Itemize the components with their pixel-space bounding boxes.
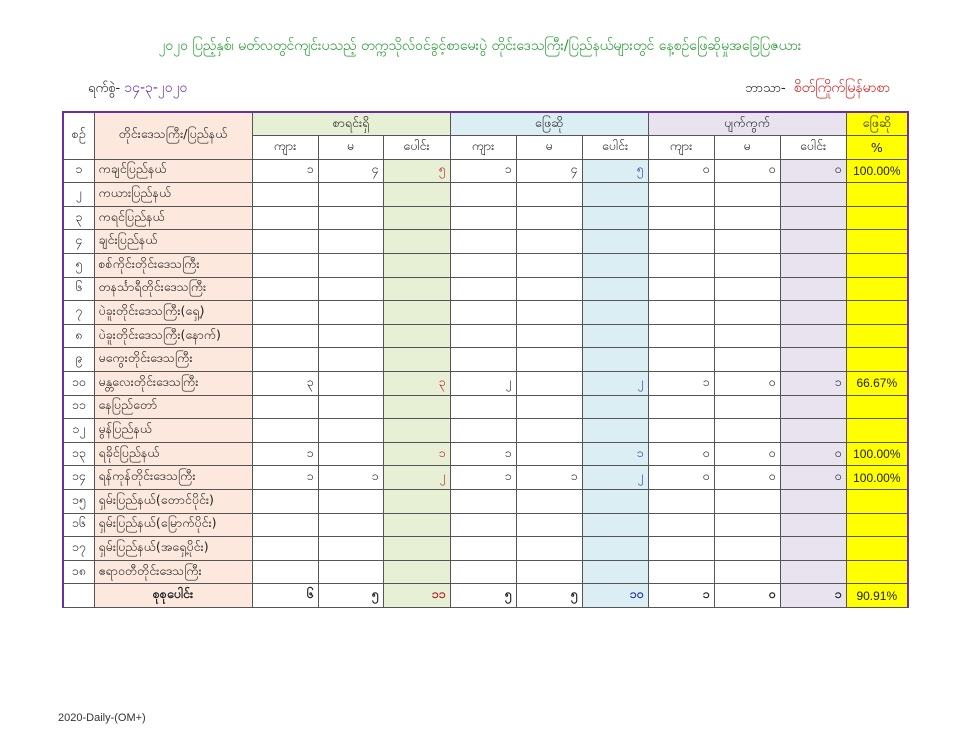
region-cell: ချင်းပြည်နယ် (94, 230, 252, 254)
region-cell: မန္တလေးတိုင်းဒေသကြီး (94, 372, 252, 396)
count-cell-a-t (780, 206, 846, 230)
count-cell-r-t (383, 230, 450, 254)
rate-cell (846, 206, 908, 230)
count-cell-r-t (383, 206, 450, 230)
table-row (63, 513, 908, 537)
count-cell-s-m (450, 254, 516, 278)
count-cell-s-f (516, 442, 582, 466)
count-cell-s-f: ၁ (516, 466, 582, 490)
count-cell-a-f: ၀ (714, 584, 780, 608)
rate-cell (846, 183, 908, 207)
count-cell-a-f: ၀ (714, 159, 780, 183)
count-cell-s-t (582, 395, 648, 419)
table-row (63, 301, 908, 325)
count-cell-s-m (450, 301, 516, 325)
count-cell-r-f: ၄ (318, 159, 383, 183)
count-cell-a-f (714, 301, 780, 325)
count-cell-r-t (383, 537, 450, 561)
count-cell-a-t: ၀ (780, 442, 846, 466)
count-cell-s-t (582, 183, 648, 207)
count-cell-s-m (450, 324, 516, 348)
region-cell: ရှမ်းပြည်နယ်(အရှေ့ပိုင်း) (94, 537, 252, 561)
sn-cell: ၆ (63, 277, 94, 301)
count-cell-r-f (318, 230, 383, 254)
rate-cell (846, 254, 908, 278)
count-cell-r-f (318, 254, 383, 278)
table-row (63, 254, 908, 278)
count-cell-a-f (714, 537, 780, 561)
count-cell-a-t: ၁ (780, 372, 846, 396)
count-cell-s-m (450, 206, 516, 230)
count-cell-s-t (582, 230, 648, 254)
sn-cell: ၁၁ (63, 395, 94, 419)
count-cell-s-m (450, 419, 516, 443)
date-value: ၁၄-၃-၂၀၂၀ (124, 80, 188, 96)
sat-female-header: မ (516, 136, 582, 160)
rate-cell (846, 230, 908, 254)
count-cell-s-t (582, 324, 648, 348)
count-cell-s-f (516, 277, 582, 301)
page-title: ၂၀၂၀ ပြည့်နှစ်၊ မတ်လတွင်ကျင်းပသည့် တက္ကသိုလ်ဝင်ခွင့်စာမေးပွဲ တိုင်းဒေသကြီး/ပြည်နယ်များတွင် နေ့စဉ်ဖြေဆိုမှုအခြေပြဇယား (158, 38, 802, 54)
sn-cell: ၁၈ (63, 560, 94, 584)
count-cell-a-t (780, 348, 846, 372)
table-row (63, 206, 908, 230)
count-cell-s-f (516, 230, 582, 254)
count-cell-r-m (252, 537, 318, 561)
count-cell-a-f (714, 277, 780, 301)
sn-cell: ၁၃ (63, 442, 94, 466)
count-cell-a-f: ၀ (714, 466, 780, 490)
absent-male-header: ကျား (648, 136, 714, 160)
count-cell-s-f (516, 513, 582, 537)
count-cell-r-t (383, 419, 450, 443)
count-cell-r-f: ၁ (318, 466, 383, 490)
count-cell-a-m (648, 513, 714, 537)
count-cell-a-m: ၁ (648, 584, 714, 608)
count-cell-s-f (516, 254, 582, 278)
count-cell-a-f (714, 206, 780, 230)
count-cell-r-m (252, 348, 318, 372)
count-cell-s-f (516, 560, 582, 584)
count-cell-s-f (516, 324, 582, 348)
count-cell-r-m (252, 560, 318, 584)
region-cell: ရန်ကုန်တိုင်းဒေသကြီး (94, 466, 252, 490)
count-cell-s-m (450, 513, 516, 537)
subject-line (745, 78, 890, 99)
rate-cell (846, 348, 908, 372)
rate-cell (846, 324, 908, 348)
count-cell-a-t (780, 230, 846, 254)
rate-cell: 100.00% (846, 466, 908, 490)
count-cell-a-m (648, 348, 714, 372)
count-cell-a-t (780, 537, 846, 561)
count-cell-a-m (648, 537, 714, 561)
sn-cell: ၁ (63, 159, 94, 183)
count-cell-a-f (714, 513, 780, 537)
count-cell-a-m: ၁ (648, 372, 714, 396)
count-cell-a-m (648, 419, 714, 443)
count-cell-a-t (780, 324, 846, 348)
date-line (88, 78, 187, 99)
count-cell-s-f (516, 490, 582, 514)
count-cell-s-t: ၂ (582, 372, 648, 396)
count-cell-s-f (516, 348, 582, 372)
count-cell-s-f (516, 206, 582, 230)
group-registered-header: စာရင်းရှိ (252, 112, 450, 136)
subject-label: ဘာသာ- (745, 81, 786, 96)
count-cell-r-m (252, 301, 318, 325)
footer-note: 2020-Daily-(OM+) (58, 712, 146, 724)
count-cell-s-m (450, 183, 516, 207)
region-cell: ကယားပြည်နယ် (94, 183, 252, 207)
table-row (63, 490, 908, 514)
count-cell-a-f (714, 324, 780, 348)
table-row (63, 183, 908, 207)
region-cell: တနင်္သာရီတိုင်းဒေသကြီး (94, 277, 252, 301)
count-cell-s-t (582, 513, 648, 537)
count-cell-s-m: ၂ (450, 372, 516, 396)
count-cell-r-m: ၁ (252, 466, 318, 490)
sn-cell: ၉ (63, 348, 94, 372)
total-label-cell: စုစုပေါင်း (94, 584, 252, 608)
count-cell-a-m (648, 254, 714, 278)
count-cell-s-m: ၁ (450, 159, 516, 183)
count-cell-a-m: ၀ (648, 159, 714, 183)
count-cell-a-m (648, 301, 714, 325)
count-cell-r-t (383, 324, 450, 348)
region-cell: စစ်ကိုင်းတိုင်းဒေသကြီး (94, 254, 252, 278)
count-cell-a-m (648, 206, 714, 230)
count-cell-r-t: ၅ (383, 159, 450, 183)
count-cell-s-t (582, 560, 648, 584)
count-cell-a-t (780, 301, 846, 325)
count-cell-a-t: ၀ (780, 466, 846, 490)
table-row (63, 537, 908, 561)
sn-cell: ၂ (63, 183, 94, 207)
count-cell-a-m (648, 183, 714, 207)
region-cell: ရှမ်းပြည်နယ်(တောင်ပိုင်း) (94, 490, 252, 514)
count-cell-a-m (648, 490, 714, 514)
count-cell-a-f (714, 254, 780, 278)
sn-cell: ၇ (63, 301, 94, 325)
region-cell: မကွေးတိုင်းဒေသကြီး (94, 348, 252, 372)
count-cell-r-m (252, 183, 318, 207)
count-cell-s-m (450, 537, 516, 561)
group-rate-header: ဖြေဆို (846, 112, 908, 136)
absent-total-header: ပေါင်း (780, 136, 846, 160)
count-cell-r-f (318, 513, 383, 537)
region-cell: ဧရာဝတီတိုင်းဒေသကြီး (94, 560, 252, 584)
count-cell-r-m (252, 277, 318, 301)
count-cell-s-f: ၄ (516, 159, 582, 183)
count-cell-a-f (714, 395, 780, 419)
count-cell-a-m (648, 277, 714, 301)
count-cell-r-t (383, 277, 450, 301)
count-cell-r-f (318, 206, 383, 230)
region-cell: ကရင်ပြည်နယ် (94, 206, 252, 230)
count-cell-a-t (780, 513, 846, 537)
count-cell-a-t (780, 490, 846, 514)
count-cell-r-m: ၆ (252, 584, 318, 608)
sn-cell: ၁၅ (63, 490, 94, 514)
rate-percent-header: % (846, 136, 908, 160)
subject-value: စိတ်ကြိုက်မြန်မာစာ (793, 80, 890, 96)
region-cell: နေပြည်တော် (94, 395, 252, 419)
count-cell-s-f (516, 301, 582, 325)
count-cell-a-t (780, 183, 846, 207)
count-cell-r-f (318, 324, 383, 348)
count-cell-s-t (582, 206, 648, 230)
count-cell-r-m: ၁ (252, 442, 318, 466)
count-cell-r-f (318, 348, 383, 372)
region-cell: ပဲခူးတိုင်းဒေသကြီး(ရှေ့) (94, 301, 252, 325)
sn-cell: ၁၄ (63, 466, 94, 490)
table-row (63, 348, 908, 372)
rate-cell (846, 537, 908, 561)
count-cell-r-m (252, 419, 318, 443)
count-cell-a-m (648, 230, 714, 254)
table-row (63, 419, 908, 443)
count-cell-a-f: ၀ (714, 372, 780, 396)
count-cell-s-m (450, 277, 516, 301)
rate-cell: 100.00% (846, 442, 908, 466)
count-cell-r-m (252, 490, 318, 514)
region-cell: ပဲခူးတိုင်းဒေသကြီး(နောက်) (94, 324, 252, 348)
table-row (63, 442, 908, 466)
count-cell-r-t (383, 348, 450, 372)
count-cell-s-t (582, 419, 648, 443)
total-sn-cell (63, 584, 94, 608)
sn-cell: ၁၆ (63, 513, 94, 537)
count-cell-s-t (582, 490, 648, 514)
sn-cell: ၅ (63, 254, 94, 278)
count-cell-s-t: ၁၀ (582, 584, 648, 608)
count-cell-r-t: ၂ (383, 466, 450, 490)
count-cell-a-t (780, 254, 846, 278)
count-cell-a-f (714, 348, 780, 372)
count-cell-s-m (450, 395, 516, 419)
table-row (63, 372, 908, 396)
count-cell-s-t: ၅ (582, 159, 648, 183)
count-cell-s-f (516, 372, 582, 396)
table-row (63, 560, 908, 584)
count-cell-a-f (714, 183, 780, 207)
count-cell-s-t: ၂ (582, 466, 648, 490)
count-cell-r-t: ၁၁ (383, 584, 450, 608)
count-cell-a-t: ၁ (780, 584, 846, 608)
count-cell-s-t (582, 301, 648, 325)
registered-male-header: ကျား (252, 136, 318, 160)
count-cell-s-t: ၁ (582, 442, 648, 466)
absent-female-header: မ (714, 136, 780, 160)
count-cell-s-f (516, 395, 582, 419)
count-cell-s-t (582, 277, 648, 301)
count-cell-a-m (648, 324, 714, 348)
col-sn-header: စဉ် (63, 112, 94, 159)
count-cell-r-f (318, 301, 383, 325)
count-cell-r-f (318, 560, 383, 584)
count-cell-s-m: ၁ (450, 466, 516, 490)
count-cell-r-m (252, 230, 318, 254)
count-cell-r-f (318, 537, 383, 561)
count-cell-a-f: ၀ (714, 442, 780, 466)
count-cell-a-t (780, 560, 846, 584)
count-cell-s-t (582, 254, 648, 278)
region-cell: ရခိုင်ပြည်နယ် (94, 442, 252, 466)
region-cell: ကချင်ပြည်နယ် (94, 159, 252, 183)
count-cell-s-f (516, 537, 582, 561)
table-row (63, 159, 908, 183)
sn-cell: ၁၂ (63, 419, 94, 443)
table-row (63, 395, 908, 419)
count-cell-r-m (252, 513, 318, 537)
date-label: ရက်စွဲ- (88, 81, 121, 96)
table-row (63, 277, 908, 301)
count-cell-s-f (516, 183, 582, 207)
count-cell-a-f (714, 560, 780, 584)
count-cell-r-f (318, 490, 383, 514)
rate-cell (846, 419, 908, 443)
rate-cell: 66.67% (846, 372, 908, 396)
sat-total-header: ပေါင်း (582, 136, 648, 160)
registered-total-header: ပေါင်း (383, 136, 450, 160)
count-cell-r-f (318, 183, 383, 207)
count-cell-s-m: ၅ (450, 584, 516, 608)
count-cell-r-f (318, 372, 383, 396)
count-cell-r-t (383, 395, 450, 419)
rate-cell (846, 301, 908, 325)
count-cell-r-t (383, 490, 450, 514)
table-row (63, 466, 908, 490)
count-cell-s-t (582, 348, 648, 372)
sat-male-header: ကျား (450, 136, 516, 160)
region-cell: မွန်ပြည်နယ် (94, 419, 252, 443)
count-cell-r-f: ၅ (318, 584, 383, 608)
count-cell-r-m: ၁ (252, 159, 318, 183)
count-cell-r-t (383, 254, 450, 278)
count-cell-a-m (648, 560, 714, 584)
count-cell-r-t: ၃ (383, 372, 450, 396)
count-cell-r-m (252, 206, 318, 230)
group-absent-header: ပျက်ကွက် (648, 112, 846, 136)
count-cell-r-f (318, 395, 383, 419)
count-cell-s-m (450, 348, 516, 372)
table-row (63, 230, 908, 254)
count-cell-r-t (383, 301, 450, 325)
count-cell-a-f (714, 490, 780, 514)
count-cell-a-t (780, 395, 846, 419)
count-cell-r-m (252, 324, 318, 348)
sn-cell: ၁၇ (63, 537, 94, 561)
rate-cell (846, 277, 908, 301)
count-cell-s-m: ၁ (450, 442, 516, 466)
col-region-header: တိုင်းဒေသကြီး/ပြည်နယ် (94, 112, 252, 159)
region-cell: ရှမ်းပြည်နယ်(မြောက်ပိုင်း) (94, 513, 252, 537)
rate-cell: 100.00% (846, 159, 908, 183)
count-cell-r-f (318, 419, 383, 443)
count-cell-s-m (450, 490, 516, 514)
count-cell-s-m (450, 560, 516, 584)
count-cell-a-t (780, 277, 846, 301)
count-cell-r-t (383, 513, 450, 537)
rate-cell (846, 395, 908, 419)
rate-cell (846, 560, 908, 584)
sn-cell: ၃ (63, 206, 94, 230)
rate-cell (846, 490, 908, 514)
count-cell-a-f (714, 230, 780, 254)
count-cell-r-t (383, 183, 450, 207)
count-cell-r-f (318, 277, 383, 301)
rate-cell: 90.91% (846, 584, 908, 608)
count-cell-a-m: ၀ (648, 442, 714, 466)
count-cell-a-f (714, 419, 780, 443)
count-cell-s-t (582, 537, 648, 561)
table-row (63, 324, 908, 348)
count-cell-a-t: ၀ (780, 159, 846, 183)
count-cell-s-m (450, 230, 516, 254)
total-row (63, 584, 908, 608)
sn-cell: ၈ (63, 324, 94, 348)
count-cell-a-t (780, 419, 846, 443)
count-cell-s-f (516, 419, 582, 443)
count-cell-r-m (252, 395, 318, 419)
rate-cell (846, 513, 908, 537)
count-cell-r-t: ၁ (383, 442, 450, 466)
count-cell-r-t (383, 560, 450, 584)
count-cell-r-m: ၃ (252, 372, 318, 396)
count-cell-a-m: ၀ (648, 466, 714, 490)
exam-attendance-table (62, 111, 909, 608)
count-cell-r-m (252, 254, 318, 278)
sn-cell: ၄ (63, 230, 94, 254)
group-sat-header: ဖြေဆို (450, 112, 648, 136)
sn-cell: ၁၀ (63, 372, 94, 396)
count-cell-s-f: ၅ (516, 584, 582, 608)
count-cell-r-f (318, 442, 383, 466)
count-cell-a-m (648, 395, 714, 419)
registered-female-header: မ (318, 136, 383, 160)
